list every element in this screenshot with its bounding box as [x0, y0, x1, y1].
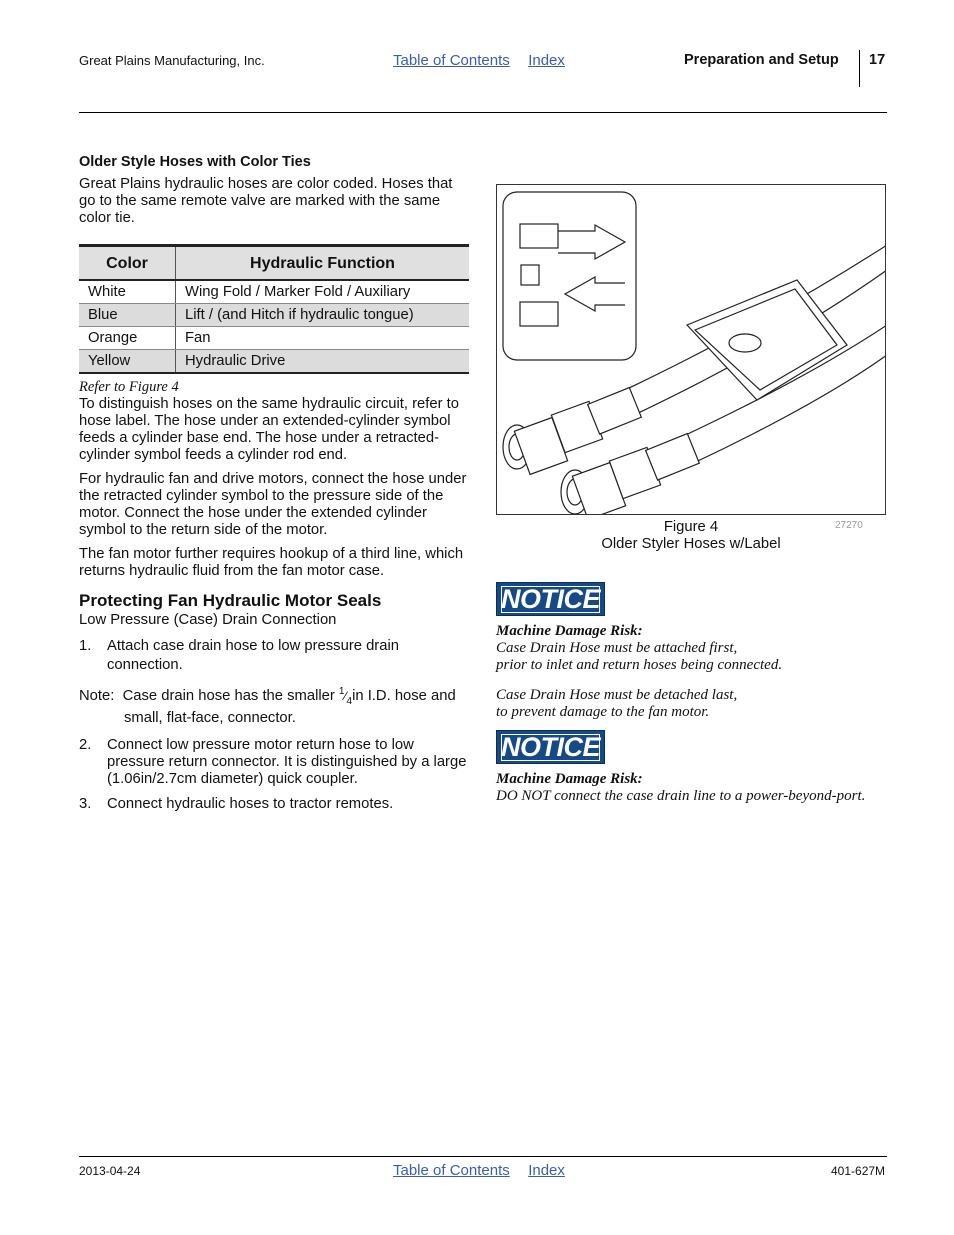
list-item	[79, 737, 469, 788]
header-rule	[79, 112, 887, 113]
notice-line: DO NOT connect the case drain line to a power-beyond-port.	[496, 788, 866, 804]
footer-nav	[393, 1162, 565, 1180]
table-row	[79, 327, 469, 350]
figure-caption	[496, 519, 886, 553]
table-row	[79, 280, 469, 304]
index-link[interactable]: Index	[528, 1162, 565, 1179]
label-tag	[687, 280, 847, 400]
note	[79, 683, 469, 727]
section-title: Preparation and Setup	[684, 52, 839, 68]
step-text: Attach case drain hose to low pressure drain connection.	[107, 638, 399, 673]
table-of-contents-link[interactable]: Table of Contents	[393, 52, 510, 69]
note-text-b: in I.D. hose and small, flat-face, connector.	[124, 687, 456, 726]
header-nav	[393, 52, 565, 70]
step-number: 1.	[79, 638, 92, 654]
notice-badge-text: NOTICE	[500, 731, 600, 762]
table-cell-color: Orange	[79, 327, 176, 350]
notice-risk-title: Machine Damage Risk:	[496, 623, 643, 639]
step-number: 3.	[79, 795, 92, 812]
table-row	[79, 350, 469, 374]
figure-reference: Refer to Figure 4	[79, 379, 179, 395]
table-cell-function: Fan	[176, 327, 470, 350]
label-inset	[503, 192, 636, 360]
subtitle-drain-connection: Low Pressure (Case) Drain Connection	[79, 612, 337, 628]
figure-reference-number: 27270	[835, 520, 863, 531]
table-cell-function: Hydraulic Drive	[176, 350, 470, 374]
table-row	[79, 304, 469, 327]
company-name: Great Plains Manufacturing, Inc.	[79, 53, 265, 68]
color-function-table	[79, 244, 469, 374]
notice-line: prior to inlet and return hoses being connected.	[496, 657, 783, 673]
paragraph-fan-drive-motors: For hydraulic fan and drive motors, connect the hose under the retracted cylinder symbol to the pressure side of the motor. Connect the hose under the extended cylinder symbol to the return side of the motor.	[79, 471, 467, 538]
page-number: 17	[869, 52, 886, 68]
column-header-function: Hydraulic Function	[176, 246, 470, 281]
notice-badge	[496, 730, 605, 764]
figure-caption-number: Figure 4	[663, 519, 719, 535]
table-header-row	[79, 246, 469, 281]
footer-rule	[79, 1156, 887, 1157]
header-divider	[859, 50, 860, 87]
step-text: Connect low pressure motor return hose to low pressure return connector. It is distinguished by a large (1.06in/2.7cm diameter) quick coupler.	[107, 736, 467, 787]
fraction-slash: ⁄	[344, 688, 347, 703]
paragraph-distinguish-hoses: To distinguish hoses on the same hydraulic circuit, refer to hose label. The hose under an extended-cylinder symbol feeds a cylinder base end. The hose under a retracted-cylinder symbol feeds a cylinder rod end.	[79, 396, 459, 463]
figure-caption-title: Older Styler Hoses w/Label	[601, 536, 781, 552]
document-number: 401-627M	[831, 1164, 886, 1178]
subheading-older-style-hoses: Older Style Hoses with Color Ties	[79, 154, 311, 170]
left-column	[79, 154, 469, 813]
notice-line: to prevent damage to the fan motor.	[496, 704, 710, 720]
note-label: Note:	[79, 687, 115, 704]
list-item	[79, 637, 469, 675]
hose-drawing-svg	[497, 185, 886, 515]
fraction-denominator: 4	[346, 695, 353, 707]
table-cell-color: Yellow	[79, 350, 176, 374]
table-cell-function: Lift / (and Hitch if hydraulic tongue)	[176, 304, 470, 327]
step-text: Connect hydraulic hoses to tractor remotes.	[107, 795, 394, 812]
footer-date: 2013-04-24	[79, 1164, 141, 1178]
column-header-color: Color	[79, 246, 176, 281]
notice-block-2	[496, 730, 891, 805]
table-cell-function: Wing Fold / Marker Fold / Auxiliary	[176, 280, 470, 304]
section-heading-fan-seals: Protecting Fan Hydraulic Motor Seals	[79, 591, 382, 610]
note-text-a: Case drain hose has the smaller	[122, 687, 339, 704]
table-cell-color: Blue	[79, 304, 176, 327]
notice-text	[496, 771, 891, 805]
notice-badge	[496, 582, 605, 616]
step-number: 2.	[79, 736, 92, 753]
notice-risk-title: Machine Damage Risk:	[496, 771, 643, 787]
notice-line: Case Drain Hose must be attached first,	[496, 640, 738, 656]
notice-text	[496, 623, 891, 721]
paragraph-third-line: The fan motor further requires hookup of a third line, which returns hydraulic fluid from the fan motor case.	[79, 546, 464, 579]
table-cell-color: White	[79, 280, 176, 304]
fraction-numerator: 1	[338, 686, 345, 697]
list-item	[79, 796, 469, 813]
table-of-contents-link[interactable]: Table of Contents	[393, 1162, 510, 1179]
intro-paragraph: Great Plains hydraulic hoses are color coded. Hoses that go to the same remote valve are marked with the same color tie.	[79, 176, 453, 226]
hose-label-illustration	[496, 184, 886, 515]
notice-badge-text: NOTICE	[500, 583, 600, 614]
index-link[interactable]: Index	[528, 52, 565, 69]
notice-block-1	[496, 582, 891, 721]
notice-line: Case Drain Hose must be detached last,	[496, 687, 738, 703]
